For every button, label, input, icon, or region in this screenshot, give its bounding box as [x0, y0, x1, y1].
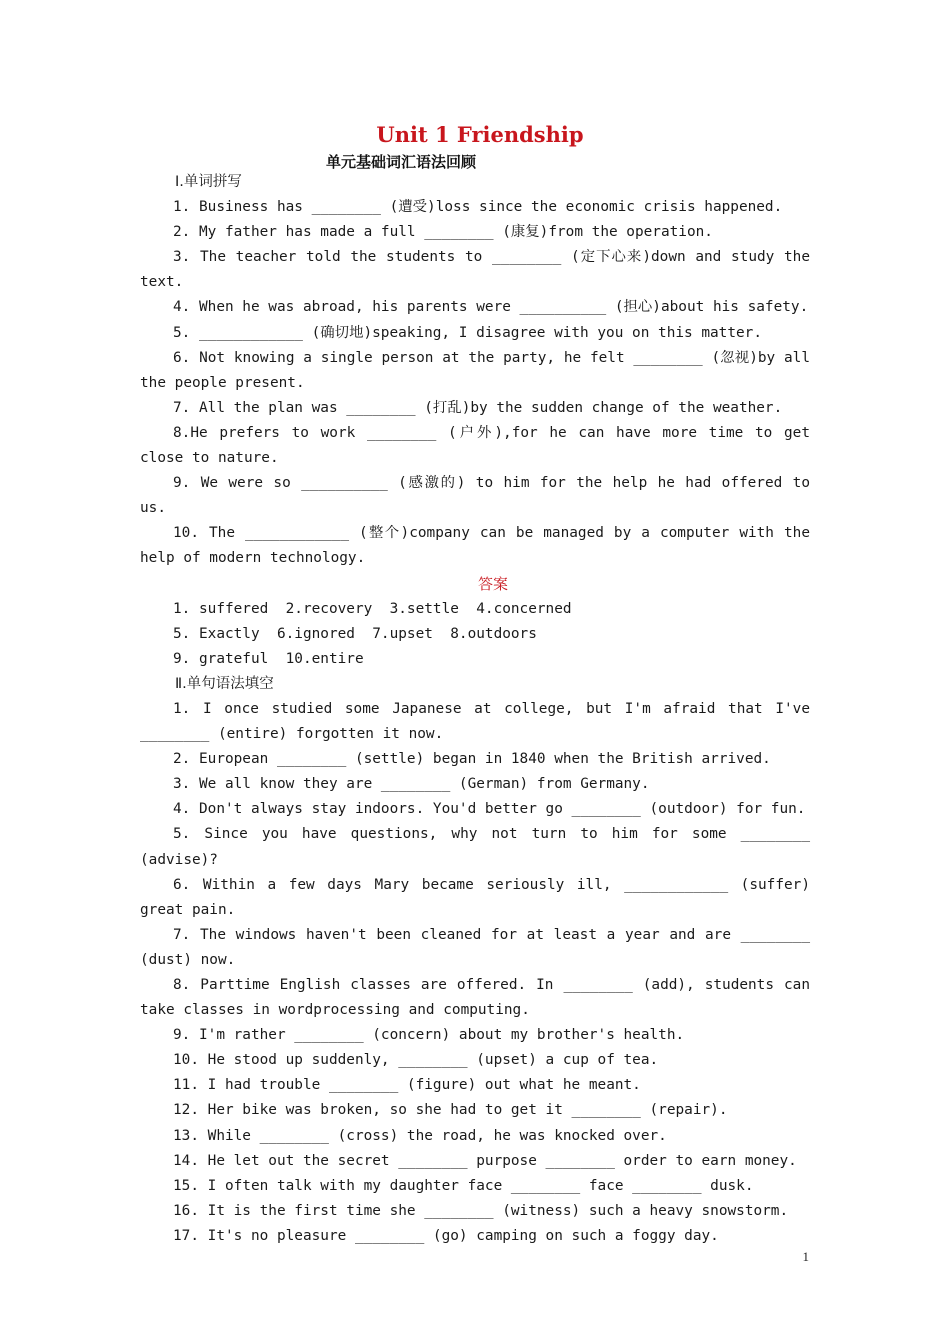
question-item: 15. I often talk with my daughter face ________ face ________ dusk. — [173, 1177, 754, 1194]
question-item: 10. He stood up suddenly, ________ (upset) a cup of tea. — [173, 1052, 659, 1069]
answer-line: 9. grateful 10.entire — [173, 650, 364, 667]
question-item: 7. The windows haven't been cleaned for at least a year and are ________ (dust) now. — [140, 926, 819, 968]
question-item: 3. The teacher told the students to ________ (定下心来)down and study the text. — [140, 249, 819, 291]
question-item: 16. It is the first time she ________ (witness) such a heavy snowstorm. — [173, 1202, 789, 1219]
answer-heading: 答案 — [477, 574, 508, 593]
question-item: 10. The ____________ (整个)company can be managed by a computer with the help of modern technology. — [140, 525, 819, 567]
question-item: 8. Parttime English classes are offered. In ________ (add), students can take classes in wordprocessing and computing. — [140, 977, 819, 1019]
question-item: 14. He let out the secret ________ purpose ________ order to earn money. — [173, 1152, 797, 1169]
section-heading-grammar-fill: Ⅱ.单句语法填空 — [175, 675, 274, 692]
question-item: 1. Business has ________ (遭受)loss since the economic crisis happened. — [173, 199, 783, 216]
question-item: 3. We all know they are ________ (German) from Germany. — [173, 776, 650, 793]
question-item: 8.He prefers to work ________ (户外),for he can have more time to get close to nature. — [140, 424, 819, 467]
page-number: 1 — [802, 1249, 809, 1264]
question-item: 4. Don't always stay indoors. You'd better go ________ (outdoor) for fun. — [173, 801, 806, 818]
exercise-content — [140, 170, 819, 1249]
question-item: 5. ____________ (确切地)speaking, I disagree with you on this matter. — [173, 324, 762, 341]
question-item: 2. European ________ (settle) began in 1840 when the British arrived. — [173, 751, 771, 768]
question-item: 9. I'm rather ________ (concern) about my brother's health. — [173, 1027, 685, 1044]
question-item: 7. All the plan was ________ (打乱)by the sudden change of the weather. — [173, 399, 783, 416]
question-item: 12. Her bike was broken, so she had to get it ________ (repair). — [173, 1102, 728, 1119]
question-item: 9. We were so __________ (感激的) to him for the help he had offered to us. — [140, 475, 819, 517]
question-item: 1. I once studied some Japanese at college, but I'm afraid that I've ________ (entire) forgotten it now. — [140, 700, 819, 743]
question-item: 13. While ________ (cross) the road, he was knocked over. — [173, 1127, 667, 1144]
answer-line: 1. suffered 2.recovery 3.settle 4.concerned — [173, 600, 572, 617]
question-item: 11. I had trouble ________ (figure) out what he meant. — [173, 1077, 641, 1094]
document-title: Unit 1 Friendship — [376, 122, 584, 147]
section-heading-word-spelling: Ⅰ.单词拼写 — [175, 174, 242, 190]
question-item: 6. Not knowing a single person at the party, he felt ________ (忽视)by all the people present. — [140, 349, 819, 391]
question-item: 17. It's no pleasure ________ (go) camping on such a foggy day. — [173, 1227, 719, 1244]
question-item: 5. Since you have questions, why not turn to him for some ________ (advise)? — [140, 826, 819, 868]
document-subtitle: 单元基础词汇语法回顾 — [326, 153, 477, 171]
question-item: 6. Within a few days Mary became seriously ill, ____________ (suffer) great pain. — [140, 876, 819, 918]
question-item: 4. When he was abroad, his parents were __________ (担心)about his safety. — [173, 299, 809, 316]
answer-line: 5. Exactly 6.ignored 7.upset 8.outdoors — [173, 625, 537, 642]
question-item: 2. My father has made a full ________ (康复)from the operation. — [173, 224, 713, 241]
